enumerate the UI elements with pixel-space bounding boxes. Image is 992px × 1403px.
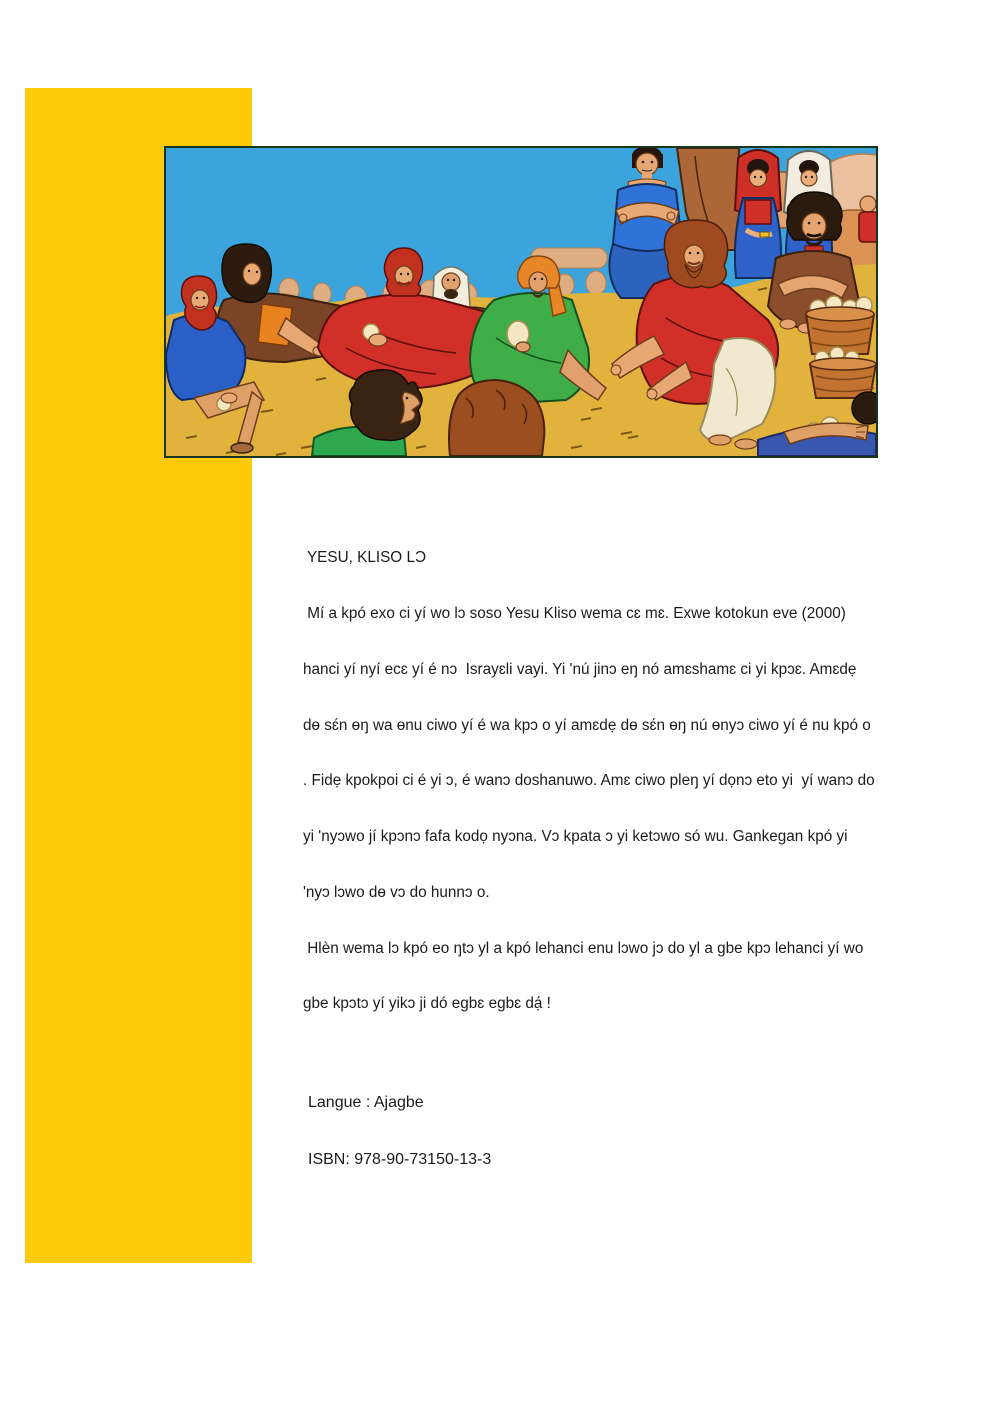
description-line: dɵ sɛ́n ɵŋ wa ɵnu ciwo yí é wa kpɔ o yí amɛdẹ dɵ sɛ́n ɵŋ nú ɵnyɔ ciwo yí é nu kpó o [303,716,871,734]
description-line: Mí a kpó exo ci yí wo lɔ soso Yesu Kliso wema cɛ mɛ. Exwe kotokun eve (2000) [303,604,846,622]
story-illustration [164,146,878,458]
description-line: . Fidẹ kpokpoi ci é yi ɔ, é wanɔ doshanuwo. Amɛ ciwo pleŋ yí dọnɔ eto yi yí wanɔ do [303,772,875,790]
description-line: hanci yí nyí ecɛ yí é nɔ Israyɛli vayi. Yi 'nú jinɔ eŋ nó amɛshamɛ ci yi kpɔɛ. Amɛdẹ [303,660,857,678]
description-line: yi 'nyɔwo jí kpɔnɔ fafa kodọ nyɔna. Vɔ kpata ɔ yi ketɔwo só wu. Gankegan kpó yi [303,828,848,846]
language-label: Langue : Ajagbe [308,1094,424,1111]
description-line: 'nyɔ lɔwo dɵ vɔ do hunnɔ o. [303,883,490,901]
illustration-image [166,148,876,456]
description-line: Hlèn wema lɔ kpó eo ŋtɔ yl a kpó lehanci enu lɔwo jɔ do yl a gbe kpɔ lehanci yí wo [303,939,864,957]
description-line: gbe kpɔtɔ yí yikɔ ji dó egbɛ egbɛ dạ́ ! [303,995,551,1013]
isbn-label: ISBN: 978-90-73150-13-3 [308,1151,492,1168]
publication-info [308,1055,491,1207]
figure-small-red [859,196,876,242]
bread-baskets [806,296,876,398]
figure-woman-red-shawl [735,150,781,278]
book-title: YESU, KLISO LƆ [303,549,426,567]
book-description [303,512,963,1051]
